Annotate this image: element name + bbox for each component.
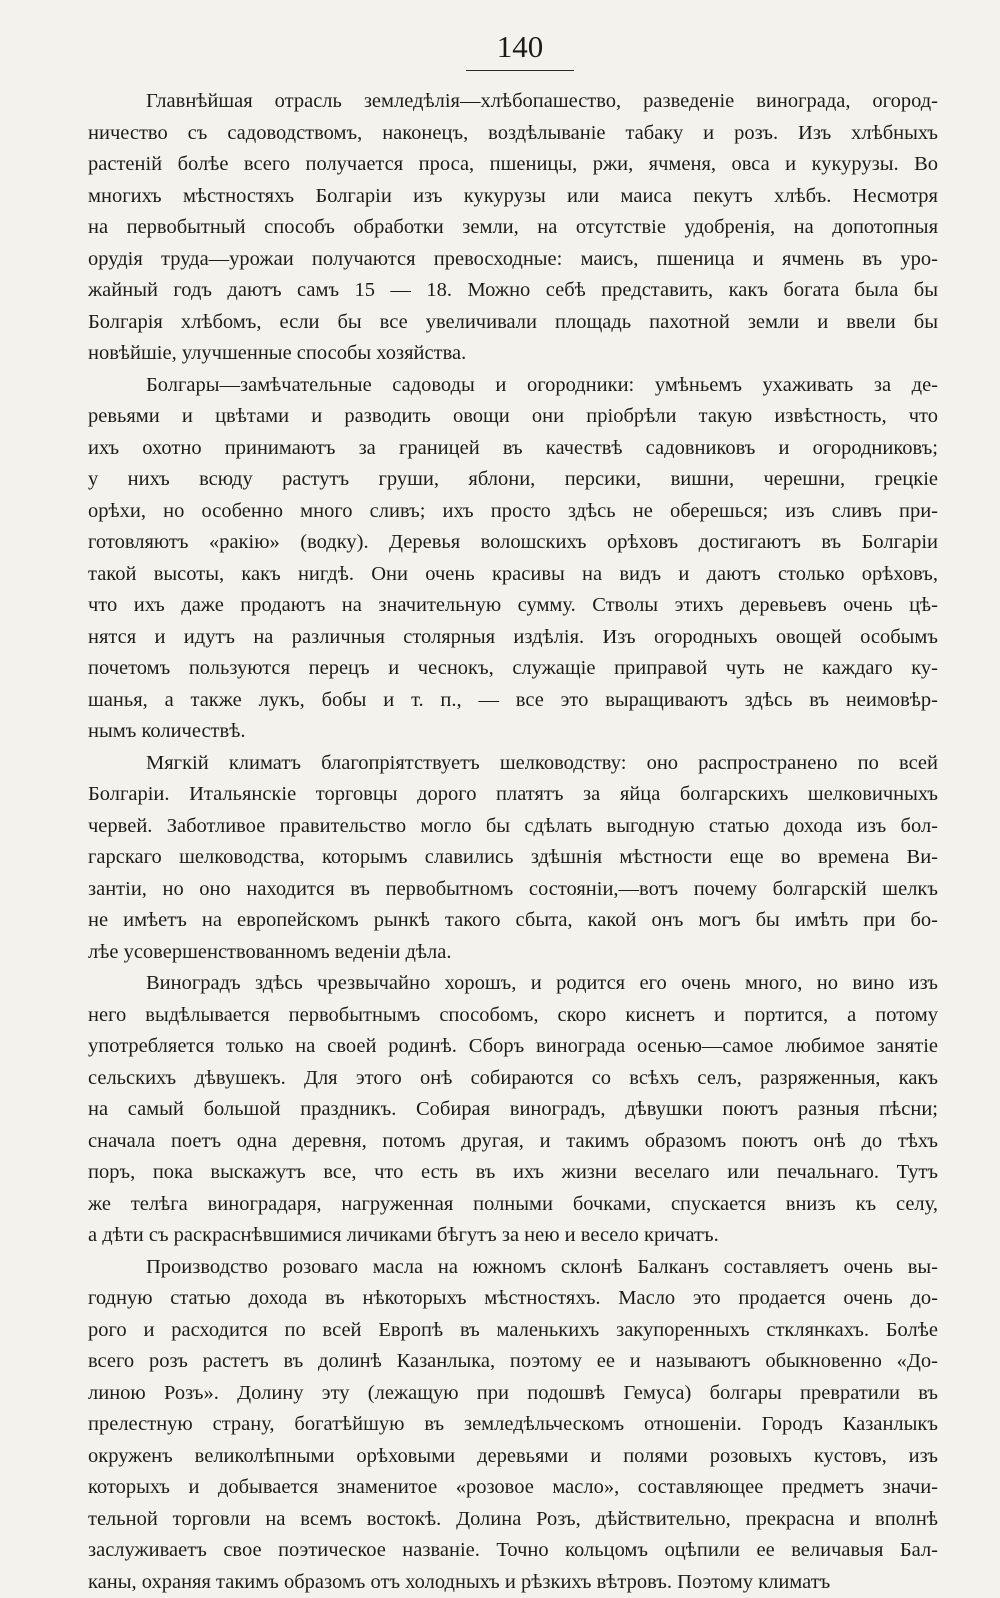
text-line: новѣйшіе, улучшенные способы хозяйства. bbox=[88, 338, 938, 370]
text-line: орудія труда—урожаи получаются превосходные: маисъ, пшеница и ячмень въ уро- bbox=[88, 244, 938, 276]
text-line: годную статью дохода въ нѣкоторыхъ мѣстностяхъ. Масло это продается очень до- bbox=[88, 1283, 938, 1315]
text-line: тельной торговли на всемъ востокѣ. Долина Розъ, дѣйствительно, прекрасна и вполнѣ bbox=[88, 1504, 938, 1536]
text-line: нятся и идутъ на различныя столярныя издѣлія. Изъ огородныхъ овощей особымъ bbox=[88, 622, 938, 654]
text-line: употребляется только на своей родинѣ. Сборъ винограда осенью—самое любимое занятіе bbox=[88, 1031, 938, 1063]
text-line: на самый большой праздникъ. Собирая виноградъ, дѣвушки поютъ разныя пѣсни; bbox=[88, 1094, 938, 1126]
text-line: окруженъ великолѣпными орѣховыми деревьями и полями розовыхъ кустовъ, изъ bbox=[88, 1441, 938, 1473]
text-line: растеній болѣе всего получается проса, пшеницы, ржи, ячменя, овса и кукурузы. Во bbox=[88, 149, 938, 181]
paragraph bbox=[88, 86, 938, 370]
text-line: линою Розъ». Долину эту (лежащую при подошвѣ Гемуса) болгары превратили въ bbox=[88, 1378, 938, 1410]
text-line: Болгары—замѣчательные садоводы и огородники: умѣньемъ ухаживать за де- bbox=[88, 370, 938, 402]
text-line: такой высоты, какъ нигдѣ. Они очень красивы на видъ и даютъ столько орѣховъ, bbox=[88, 559, 938, 591]
text-line: рого и расходится по всей Европѣ въ маленькихъ закупоренныхъ стклянкахъ. Болѣе bbox=[88, 1315, 938, 1347]
text-line: Производство розоваго масла на южномъ склонѣ Балканъ составляетъ очень вы- bbox=[88, 1252, 938, 1284]
text-line: у нихъ всюду растутъ груши, яблони, персики, вишни, черешни, грецкіе bbox=[88, 464, 938, 496]
body-text bbox=[88, 86, 938, 1598]
text-line: каны, охраняя такимъ образомъ отъ холодныхъ и рѣзкихъ вѣтровъ. Поэтому климатъ bbox=[88, 1567, 938, 1598]
text-line: поръ, пока выскажутъ все, что есть въ ихъ жизни веселаго или печальнаго. Тутъ bbox=[88, 1157, 938, 1189]
text-line: готовляютъ «ракію» (водку). Деревья волошскихъ орѣховъ достигаютъ въ Болгаріи bbox=[88, 527, 938, 559]
text-line: ничество съ садоводствомъ, наконецъ, воздѣлываніе табаку и розъ. Изъ хлѣбныхъ bbox=[88, 118, 938, 150]
text-line: на первобытный способъ обработки земли, на отсутствіе удобренія, на допотопныя bbox=[88, 212, 938, 244]
page-number: 140 bbox=[466, 30, 574, 64]
text-line: почетомъ пользуются перецъ и чеснокъ, служащіе приправой чуть не каждаго ку- bbox=[88, 653, 938, 685]
text-line: не имѣетъ на европейскомъ рынкѣ такого сбыта, какой онъ могъ бы имѣть при бо- bbox=[88, 905, 938, 937]
text-line: многихъ мѣстностяхъ Болгаріи изъ кукурузы или маиса пекутъ хлѣбъ. Несмотря bbox=[88, 181, 938, 213]
text-line: ихъ охотно принимаютъ за границей въ качествѣ садовниковъ и огородниковъ; bbox=[88, 433, 938, 465]
text-line: зантіи, но оно находится въ первобытномъ состояніи,—вотъ почему болгарскій шелкъ bbox=[88, 874, 938, 906]
text-line: которыхъ и добывается знаменитое «розовое масло», составляющее предметъ значи- bbox=[88, 1472, 938, 1504]
text-line: сельскихъ дѣвушекъ. Для этого онѣ собираются со всѣхъ селъ, разряженныя, какъ bbox=[88, 1063, 938, 1095]
text-line: что ихъ даже продаютъ на значительную сумму. Стволы этихъ деревьевъ очень цѣ- bbox=[88, 590, 938, 622]
text-line: Мягкій климатъ благопріятствуетъ шелководству: оно распространено по всей bbox=[88, 748, 938, 780]
paragraph bbox=[88, 1252, 938, 1598]
text-line: ревьями и цвѣтами и разводить овощи они пріобрѣли такую извѣстность, что bbox=[88, 401, 938, 433]
text-line: сначала поетъ одна деревня, потомъ другая, и такимъ образомъ поютъ онѣ до тѣхъ bbox=[88, 1126, 938, 1158]
text-line: Болгаріи. Итальянскіе торговцы дорого платятъ за яйца болгарскихъ шелковичныхъ bbox=[88, 779, 938, 811]
paragraph bbox=[88, 748, 938, 969]
text-line: прелестную страну, богатѣйшую въ земледѣльческомъ отношеніи. Городъ Казанлыкъ bbox=[88, 1409, 938, 1441]
text-line: же телѣга виноградаря, нагруженная полными бочками, спускается внизъ къ селу, bbox=[88, 1189, 938, 1221]
header-rule bbox=[466, 70, 574, 71]
text-line: шанья, а также лукъ, бобы и т. п., — все это выращиваютъ здѣсь въ неимовѣр- bbox=[88, 685, 938, 717]
text-line: орѣхи, но особенно много сливъ; ихъ просто здѣсь не оберешься; изъ сливъ при- bbox=[88, 496, 938, 528]
text-line: Болгарія хлѣбомъ, если бы все увеличивали площадь пахотной земли и ввели бы bbox=[88, 307, 938, 339]
text-line: а дѣти съ раскраснѣвшимися личиками бѣгутъ за нею и весело кричатъ. bbox=[88, 1220, 938, 1252]
text-line: Главнѣйшая отрасль земледѣлія—хлѣбопашество, разведеніе винограда, огород- bbox=[88, 86, 938, 118]
text-line: Виноградъ здѣсь чрезвычайно хорошъ, и родится его очень много, но вино изъ bbox=[88, 968, 938, 1000]
text-line: лѣе усовершенствованномъ веденіи дѣла. bbox=[88, 937, 938, 969]
text-line: червей. Заботливое правительство могло бы сдѣлать выгодную статью дохода изъ бол- bbox=[88, 811, 938, 843]
text-line: него выдѣлывается первобытнымъ способомъ, скоро киснетъ и портится, а потому bbox=[88, 1000, 938, 1032]
paragraph bbox=[88, 370, 938, 748]
text-line: жайный годъ даютъ самъ 15 — 18. Можно себѣ представить, какъ богата была бы bbox=[88, 275, 938, 307]
paragraph bbox=[88, 968, 938, 1252]
text-line: гарскаго шелководства, которымъ славились здѣшнія мѣстности еще во времена Ви- bbox=[88, 842, 938, 874]
text-line: заслуживаетъ свое поэтическое названіе. Точно кольцомъ оцѣпили ее величавыя Бал- bbox=[88, 1535, 938, 1567]
text-line: всего розъ растетъ въ долинѣ Казанлыка, поэтому ее и называютъ обыкновенно «До- bbox=[88, 1346, 938, 1378]
text-line: нымъ количествѣ. bbox=[88, 716, 938, 748]
